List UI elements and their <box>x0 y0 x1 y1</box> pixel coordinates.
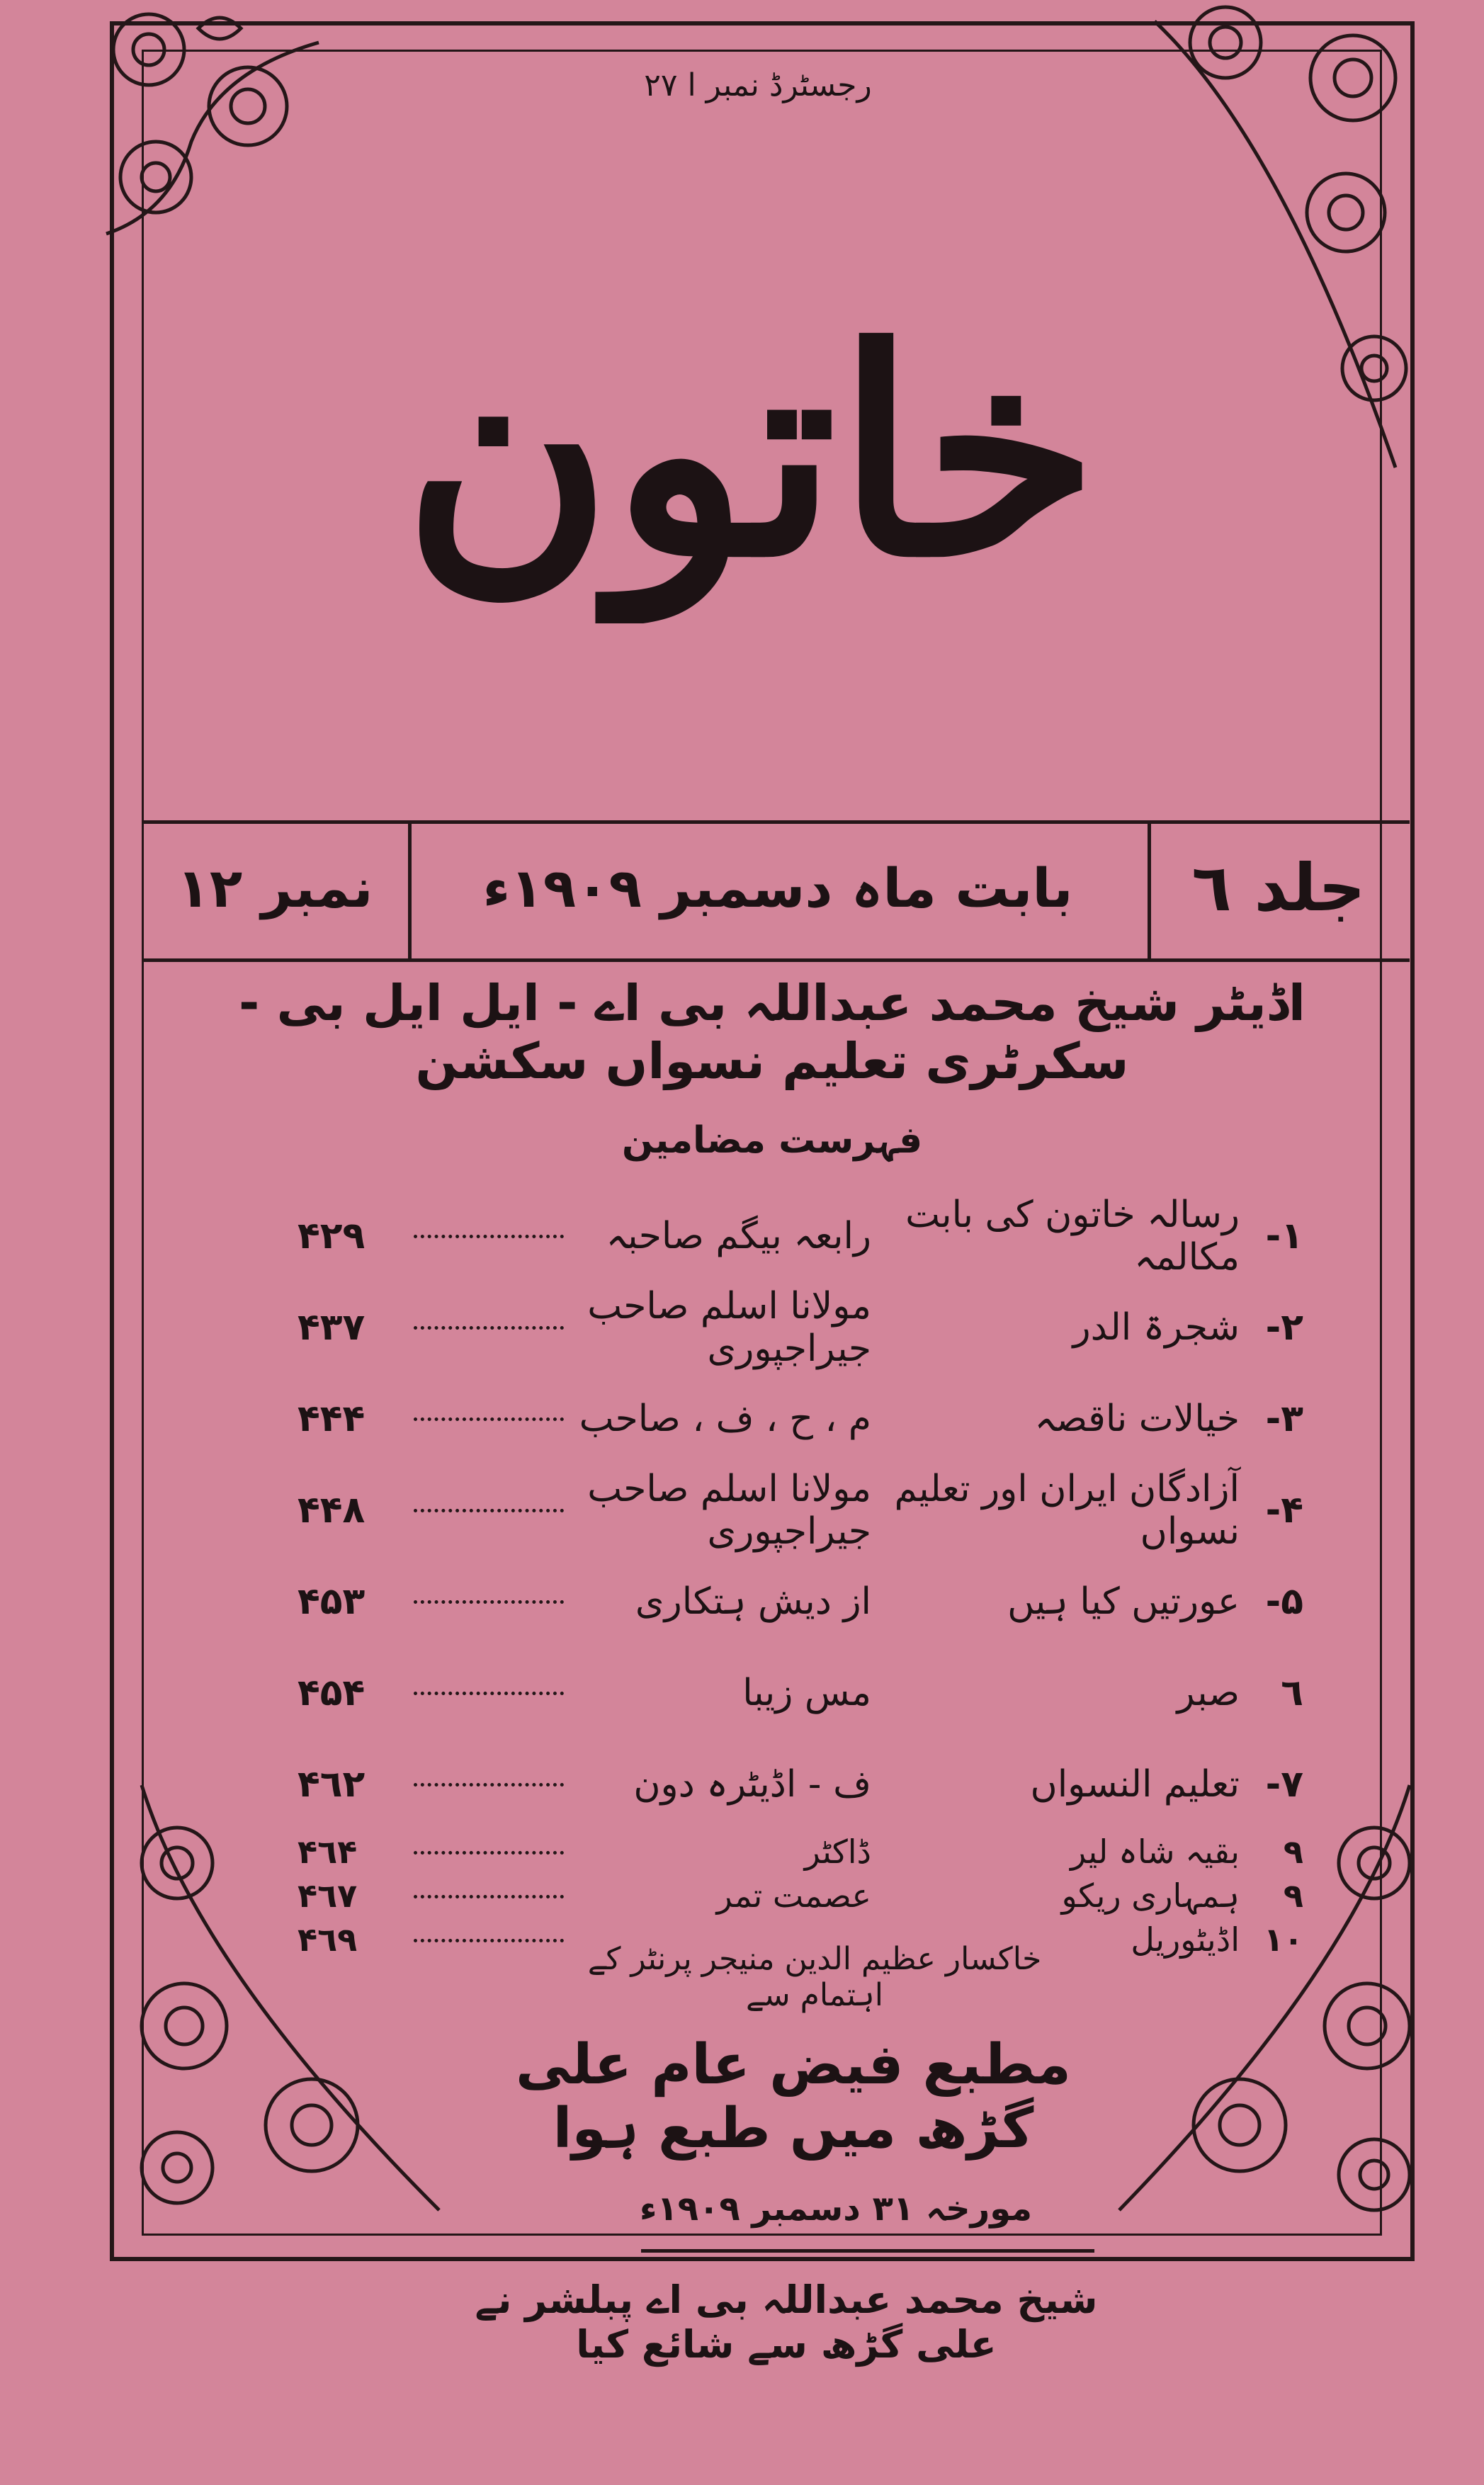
entry-title: اڈیٹوریل <box>1131 1920 1240 1959</box>
entry-page: ۴۵۳ <box>298 1580 366 1623</box>
masthead-title-text: خاتون <box>403 287 1099 620</box>
entry-page: ۴٦۷ <box>298 1877 358 1915</box>
entry-page: ۴٦۹ <box>298 1920 358 1959</box>
leader-dots <box>414 1318 564 1330</box>
leader-dots <box>414 1683 564 1695</box>
entry-page: ۴۴۸ <box>298 1488 366 1532</box>
entry-author: عصمت تمر <box>716 1877 871 1915</box>
entry-author: مولانا اسلم صاحب جیراجپوری <box>587 1284 871 1370</box>
leader-dots <box>414 1774 564 1787</box>
entry-number: ۷- <box>1265 1762 1303 1806</box>
floral-corner-top-left <box>85 0 354 269</box>
entry-title: آزادگان ایران اور تعلیم نسواں <box>894 1467 1240 1553</box>
list-item <box>298 1373 1303 1464</box>
list-item <box>298 1874 1303 1918</box>
list-item <box>298 1647 1303 1738</box>
leader-dots <box>414 1842 564 1855</box>
entry-number: ۱۰ <box>1263 1920 1303 1959</box>
entry-title: عورتیں کیا ہیں <box>1007 1580 1240 1623</box>
entry-author: م ، ح ، ف ، صاحب <box>579 1397 871 1440</box>
entry-page: ۴۵۴ <box>298 1671 366 1714</box>
list-item <box>298 1281 1303 1373</box>
list-item <box>298 1556 1303 1647</box>
entry-number: ۳- <box>1265 1397 1303 1440</box>
entry-title: رسالہ خاتون کی بابت مکالمہ <box>905 1193 1240 1279</box>
contents-heading: فہرست مضامین <box>621 1119 923 1162</box>
list-item <box>298 1190 1303 1281</box>
table-of-contents <box>298 1190 1303 1962</box>
entry-title: شجرۃ الدر <box>1072 1306 1240 1349</box>
issue-date: بابت ماہ دسمبر ۱۹۰۹ء <box>482 856 1073 919</box>
dated-line: مورخہ ۳۱ دسمبر ۱۹۰۹ء <box>639 2189 1033 2229</box>
divider <box>641 2249 1094 2253</box>
entry-page: ۴۴۴ <box>298 1397 366 1440</box>
entry-number: ۹ <box>1283 1877 1303 1915</box>
entry-author: ڈاکٹر <box>804 1833 871 1871</box>
entry-number: ۴- <box>1265 1488 1303 1532</box>
entry-title: تعلیم النسواں <box>1030 1762 1240 1806</box>
entry-author: مس زیبا <box>742 1671 871 1714</box>
entry-number: ۱- <box>1265 1214 1303 1257</box>
entry-title: ہمہاری ریکو <box>1061 1877 1240 1915</box>
leader-dots <box>414 1409 564 1421</box>
entry-number: ۵- <box>1265 1580 1303 1623</box>
list-item <box>298 1464 1303 1556</box>
printer-line: خاکسار عظیم الدین منیجر پرنٹر کے اہتمام سے <box>587 1941 1042 2013</box>
masthead-title <box>298 255 1204 623</box>
entry-author: مولانا اسلم صاحب جیراجپوری <box>587 1467 871 1553</box>
entry-page: ۴۳۷ <box>298 1306 366 1349</box>
entry-number: ۲- <box>1265 1306 1303 1349</box>
entry-page: ۴٦۲ <box>298 1762 366 1806</box>
issue-number: نمبر ۱۲ <box>176 856 373 919</box>
entry-page: ۴۲۹ <box>298 1214 366 1257</box>
list-item <box>298 1830 1303 1874</box>
entry-title: خیالات ناقصہ <box>1034 1397 1240 1440</box>
entry-number: ٦ <box>1281 1671 1303 1714</box>
entry-author: ف - اڈیٹرہ دون <box>633 1762 871 1806</box>
entry-author: از دیش ہتکاری <box>635 1580 871 1623</box>
entry-title: بقیہ شاہ لیر <box>1070 1833 1240 1871</box>
publisher-line: شیخ محمد عبداللہ بی اے پبلشر نے علی گڑھ سے شائع کیا <box>475 2277 1098 2367</box>
registration-number: رجسٹرڈ نمبر ا ۲۷ <box>644 67 872 103</box>
leader-dots <box>414 1930 564 1942</box>
entry-title: صبر <box>1177 1671 1240 1714</box>
editor-line: اڈیٹر شیخ محمد عبداللہ بی اے - ایل ایل بی - سکرٹری تعلیم نسواں سکشن <box>239 974 1305 1090</box>
leader-dots <box>414 1592 564 1604</box>
leader-dots <box>414 1886 564 1898</box>
list-item <box>298 1738 1303 1830</box>
volume-label: جلد ٦ <box>1191 849 1366 926</box>
entry-number: ۹ <box>1283 1833 1303 1871</box>
leader-dots <box>414 1500 564 1512</box>
entry-author: رابعہ بیگم صاحبہ <box>606 1214 871 1257</box>
leader-dots <box>414 1226 564 1238</box>
press-line: مطبع فیض عام علی گڑھ میں طبع ہوا <box>516 2033 1071 2161</box>
entry-page: ۴٦۴ <box>298 1833 358 1871</box>
